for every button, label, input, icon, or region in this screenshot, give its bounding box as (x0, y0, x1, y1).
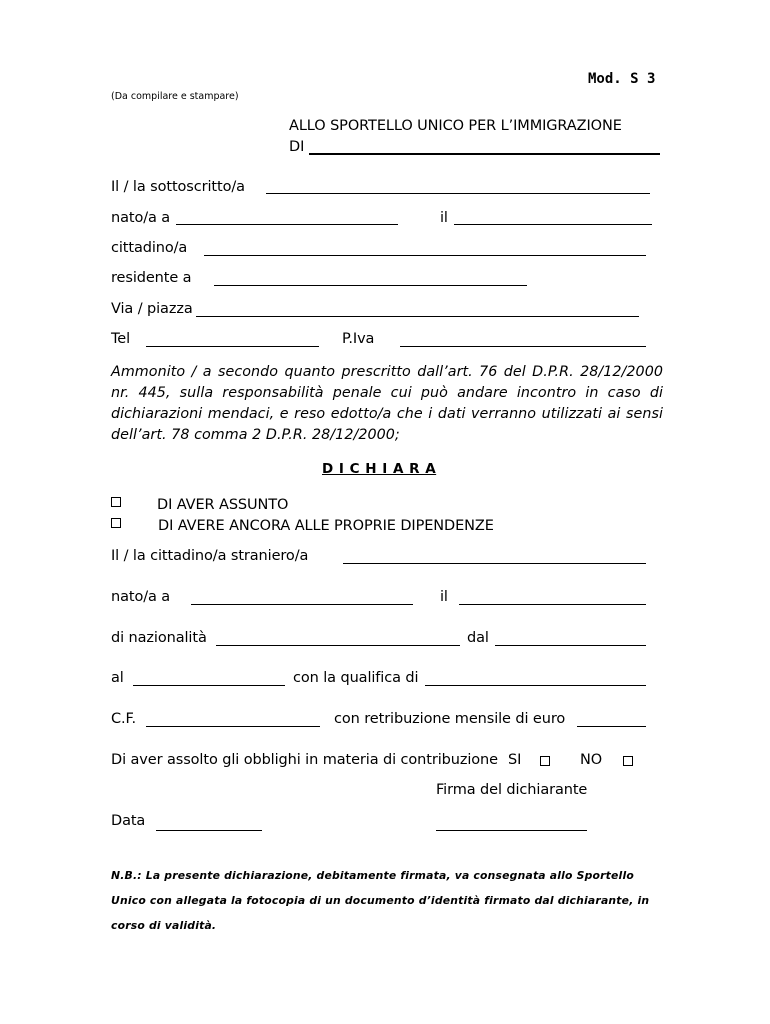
citizen-label: cittadino/a (111, 240, 188, 256)
vat-label: P.Iva (342, 331, 375, 347)
still-employed-checkbox[interactable] (111, 518, 121, 528)
worker-born-on-label: il (440, 589, 448, 605)
phone-field[interactable] (146, 346, 319, 347)
footnote-line1: N.B.: La presente dichiarazione, debitamente firmata, va consegnata allo Sportello (111, 869, 634, 882)
worker-born-on-field[interactable] (459, 604, 646, 605)
from-date-label: dal (467, 630, 489, 646)
foreign-citizen-field[interactable] (343, 563, 646, 564)
contributions-no-label: NO (580, 752, 603, 768)
signature-label: Firma del dichiarante (436, 782, 588, 798)
resident-label: residente a (111, 270, 192, 286)
salary-label: con retribuzione mensile di euro (334, 711, 566, 727)
hired-checkbox[interactable] (111, 497, 121, 507)
qualification-label: con la qualifica di (293, 670, 419, 686)
tax-code-label: C.F. (111, 711, 136, 727)
addressee-line1: ALLO SPORTELLO UNICO PER L’IMMIGRAZIONE (289, 118, 622, 134)
declaration-intro: Ammonito / a secondo quanto prescritto dall’art. 76 del D.P.R. 28/12/2000 nr. 445, sulla responsabilità penale cui può andare incontro in caso di dichiarazioni mendaci, e reso edotto/a che i dati verranno utilizzati ai sensi dell’art. 78 comma 2 D.P.R. 28/12/2000; (111, 364, 663, 443)
worker-born-in-field[interactable] (191, 604, 413, 605)
vat-field[interactable] (400, 346, 646, 347)
to-date-label: al (111, 670, 124, 686)
model-code: Mod. S 3 (588, 71, 656, 87)
qualification-field[interactable] (425, 685, 646, 686)
phone-label: Tel (111, 331, 131, 347)
contributions-no-checkbox[interactable] (623, 756, 633, 766)
contributions-yes-checkbox[interactable] (540, 756, 550, 766)
street-label: Via / piazza (111, 301, 193, 317)
footnote-line3: corso di validità. (111, 919, 217, 932)
to-date-field[interactable] (133, 685, 285, 686)
contributions-yes-label: SI (508, 752, 522, 768)
addressee-line2-label: DI (289, 139, 305, 155)
applicant-born-on-label: il (440, 210, 448, 226)
tax-code-field[interactable] (146, 726, 320, 727)
signature-field[interactable] (436, 830, 587, 831)
contributions-label: Di aver assolto gli obblighi in materia di contribuzione (111, 752, 498, 768)
foreign-citizen-label: Il / la cittadino/a straniero/a (111, 548, 309, 564)
hired-option-label: DI AVER ASSUNTO (157, 497, 289, 513)
worker-born-in-label: nato/a a (111, 589, 171, 605)
resident-field[interactable] (214, 285, 527, 286)
date-field[interactable] (156, 830, 262, 831)
compile-note: (Da compilare e stampare) (111, 91, 239, 102)
declares-heading: D I C H I A R A (322, 461, 437, 477)
undersigned-field[interactable] (266, 193, 650, 194)
from-date-field[interactable] (495, 645, 646, 646)
salary-field[interactable] (577, 726, 646, 727)
citizen-field[interactable] (204, 255, 646, 256)
footnote-line2: Unico con allegata la fotocopia di un documento d’identità firmato dal dichiarante, in (111, 894, 650, 907)
nationality-label: di nazionalità (111, 630, 207, 646)
applicant-born-in-field[interactable] (176, 224, 398, 225)
applicant-born-in-label: nato/a a (111, 210, 171, 226)
applicant-born-on-field[interactable] (454, 224, 652, 225)
still-employed-option-label: DI AVERE ANCORA ALLE PROPRIE DIPENDENZE (158, 518, 494, 534)
addressee-city-field[interactable] (309, 153, 660, 155)
nationality-field[interactable] (216, 645, 460, 646)
street-field[interactable] (196, 316, 639, 317)
date-label: Data (111, 813, 146, 829)
undersigned-label: Il / la sottoscritto/a (111, 179, 245, 195)
